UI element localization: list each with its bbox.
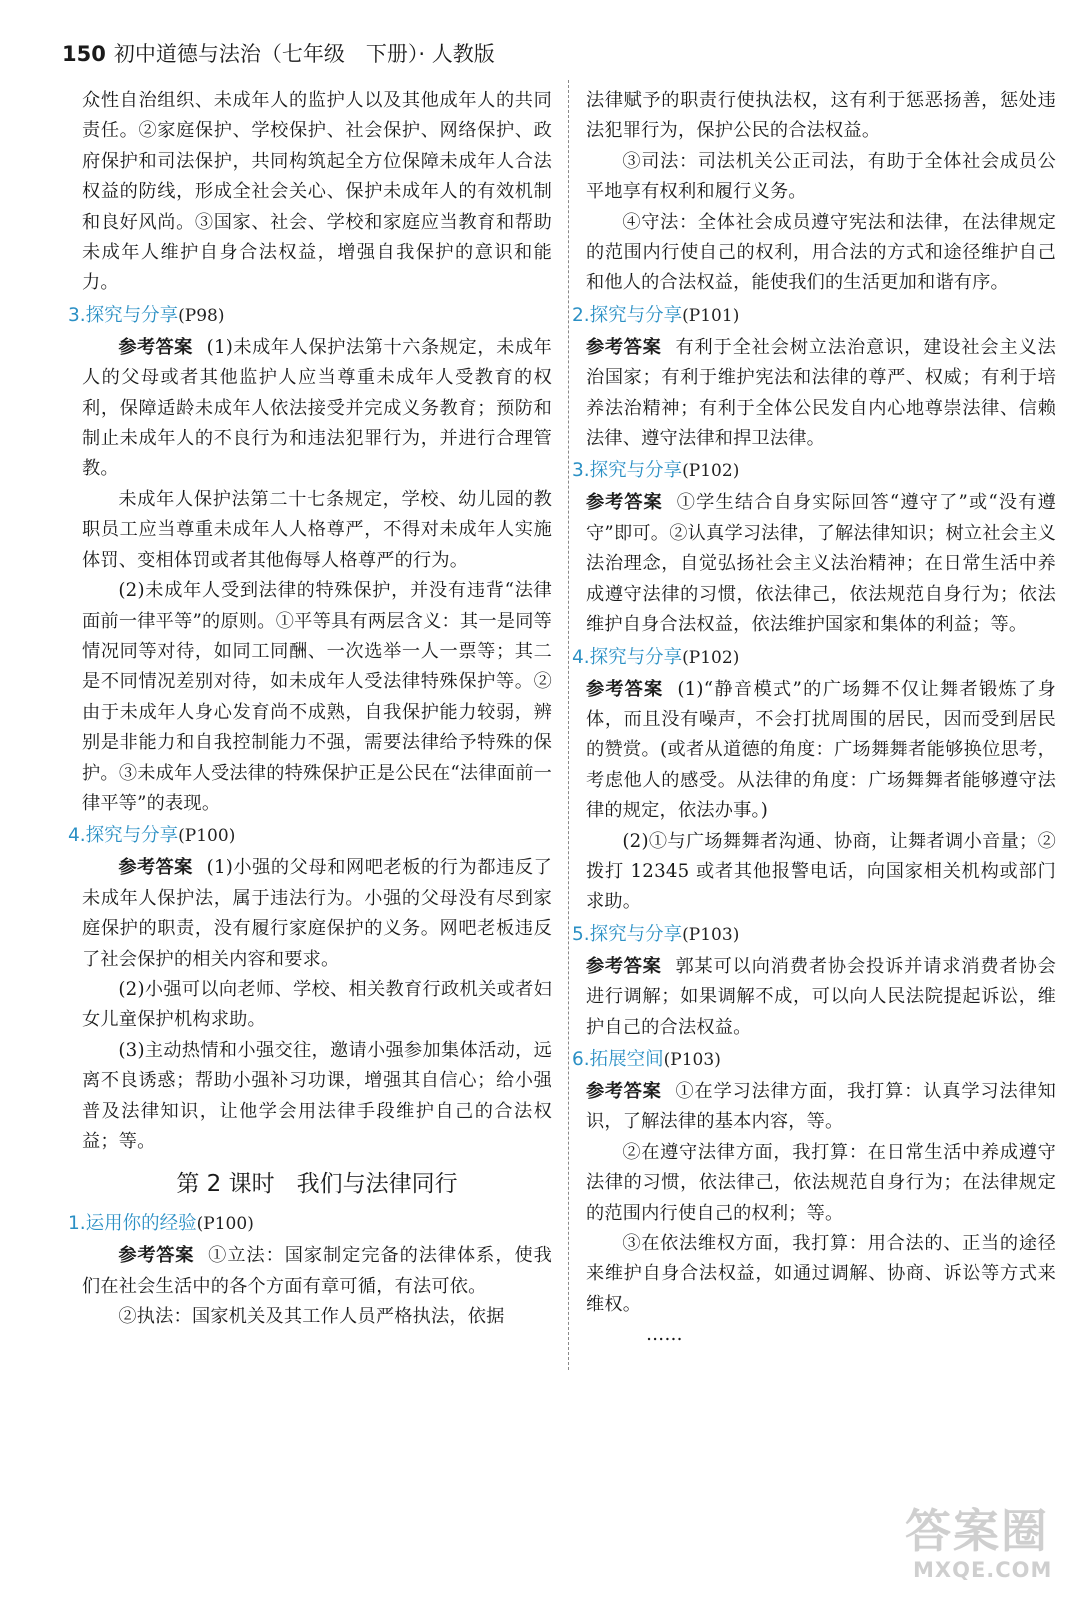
answer-text: ①在学习法律方面，我打算：认真学习法律知识，了解法律的基本内容，等。 — [586, 1080, 1056, 1133]
section-heading-3 — [572, 456, 1056, 486]
page-ref: (P100) — [196, 1214, 254, 1235]
answer-paragraph — [82, 1241, 552, 1302]
section-number: 5. — [572, 923, 590, 945]
page-ref: (P98) — [178, 305, 225, 326]
answer-label: 参考答案 — [586, 1080, 662, 1102]
section-title: 探究与分享 — [589, 646, 683, 668]
answer-paragraph: ④守法：全体社会成员遵守宪法和法律，在法律规定的范围内行使自己的权利，用合法的方式和途径维护自己和他人的合法权益，能使我们的生活更加和谐有序。 — [586, 211, 1056, 294]
page-ref: (P102) — [682, 461, 740, 482]
answer-paragraph: (2)未成年人受到法律的特殊保护，并没有违背“法律面前一律平等”的原则。①平等具有两层含义：其一是同等情况同等对待，如同工同酬、一次选举一人一票等；其二是不同情况差别对待，如未成年人受法律特殊保护等。②由于未成年人身心发育尚不成熟，自我保护能力较弱，辨别是非能力和自我控制能力不强，需要法律给予特殊的保护。③未成年人受法律的特殊保护正是公民在“法律面前一律平等”的表现。 — [82, 580, 552, 814]
answer-paragraph: ②执法：国家机关及其工作人员严格执法，依据 — [118, 1306, 505, 1328]
page-ref: (P101) — [682, 305, 740, 326]
page-ref: (P102) — [682, 647, 740, 668]
watermark-logo — [905, 1504, 1073, 1586]
answer-label: 参考答案 — [118, 857, 193, 879]
page-number: 150 — [62, 42, 106, 66]
section-heading-5 — [572, 920, 1056, 950]
answer-text: (1)小强的父母和网吧老板的行为都违反了未成年人保护法，属于违法行为。小强的父母没有尽到家庭保护的职责，没有履行家庭保护的义务。网吧老板违反了社会保护的相关内容和要求。 — [82, 857, 552, 970]
section-title: 拓展空间 — [589, 1048, 664, 1070]
continued-paragraph: 众性自治组织、未成年人的监护人以及其他成年人的共同责任。②家庭保护、学校保护、社会保护、网络保护、政府保护和司法保护，共同构筑起全方位保障未成年人合法权益的防线，形成全社会关心、保护未成年人的有效机制和良好风尚。③国家、社会、学校和家庭应当教育和帮助未成年人维护自身合法权益，增强自我保护的意识和能力。 — [82, 90, 552, 294]
answer-paragraph — [586, 1077, 1056, 1138]
answer-paragraph — [82, 853, 552, 975]
section-title: 运用你的经验 — [85, 1213, 197, 1235]
answer-paragraph — [586, 488, 1056, 640]
lesson-heading — [82, 1167, 552, 1201]
answer-paragraph — [586, 333, 1056, 455]
section-number: 6. — [572, 1048, 590, 1070]
left-column — [68, 86, 552, 1333]
answer-label: 参考答案 — [118, 336, 193, 358]
answer-paragraph: 未成年人保护法第二十七条规定，学校、幼儿园的教职员工应当尊重未成年人人格尊严，不得对未成年人实施体罚、变相体罚或者其他侮辱人格尊严的行为。 — [82, 488, 552, 571]
answer-text: 郭某可以向消费者协会投诉并请求消费者协会进行调解；如果调解不成，可以向人民法院提起诉讼，维护自己的合法权益。 — [586, 955, 1056, 1038]
section-title: 探究与分享 — [589, 460, 683, 482]
section-title: 探究与分享 — [85, 825, 179, 847]
answer-label: 参考答案 — [118, 1245, 195, 1267]
answer-paragraph: (3)主动热情和小强交往，邀请小强参加集体活动，远离不良诱惑；帮助小强补习功课，增强其自信心；给小强普及法律知识，让他学会用法律手段维护自己的合法权益；等。 — [82, 1039, 552, 1152]
answer-paragraph: (2)小强可以向老师、学校、相关教育行政机关或者妇女儿童保护机构求助。 — [82, 978, 552, 1031]
answer-text: 有利于全社会树立法治意识，建设社会主义法治国家；有利于维护宪法和法律的尊严、权威；有利于培养法治精神；有利于全体公民发自内心地尊崇法律、信赖法律、遵守法律和捍卫法律。 — [586, 336, 1056, 450]
column-divider — [568, 80, 569, 1370]
answer-text: ①立法：国家制定完备的法律体系，使我们在社会生活中的各个方面有章可循，有法可依。 — [82, 1245, 552, 1297]
section-title: 探究与分享 — [589, 923, 683, 945]
lesson-label: 第 2 课时 — [176, 1171, 275, 1198]
page-ref: (P100) — [178, 826, 236, 847]
section-heading-2 — [572, 301, 1056, 331]
answer-text: (1)“静音模式”的广场舞不仅让舞者锻炼了身体，而且没有噪声，不会打扰周围的居民，因而受到居民的赞赏。(或者从道德的角度：广场舞舞者能够换位思考，考虑他人的感受。从法律的角度：广场舞舞者能够遵守法律的规定，依法办事。) — [586, 678, 1056, 822]
answer-text: ①学生结合自身实际回答“遵守了”或“没有遵守”即可。②认真学习法律，了解法律知识；树立社会主义法治理念，自觉弘扬社会主义法治精神；在日常生活中养成遵守法律的习惯，依法律己，依法规范自身行为；依法维护自身合法权益，依法维护国家和集体的利益；等。 — [586, 492, 1056, 636]
answer-paragraph — [82, 333, 552, 485]
answer-label: 参考答案 — [586, 492, 663, 514]
answer-label: 参考答案 — [586, 678, 664, 700]
lesson-title: 我们与法律同行 — [296, 1171, 458, 1198]
answer-text: (1)未成年人保护法第十六条规定，未成年人的父母或者其他监护人应当尊重未成年人受教育的权利，保障适龄未成年人依法接受并完成义务教育；预防和制止未成年人的不良行为和违法犯罪行为，并进行合理管教。 — [82, 336, 552, 480]
answer-paragraph: ③在依法维权方面，我打算：用合法的、正当的途径来维护自身合法权益，如通过调解、协商、诉讼等方式来维权。 — [586, 1233, 1056, 1315]
ellipsis: …… — [646, 1324, 683, 1346]
section-heading-3 — [68, 301, 552, 331]
answer-paragraph: ③司法：司法机关公正司法，有助于全体社会成员公平地享有权利和履行义务。 — [586, 150, 1056, 203]
section-heading-6 — [572, 1045, 1056, 1075]
section-number: 4. — [572, 646, 590, 668]
answer-paragraph: ②在遵守法律方面，我打算：在日常生活中养成遵守法律的习惯，依法律己，依法规范自身行为；在法律规定的范围内行使自己的权利；等。 — [586, 1141, 1056, 1224]
section-number: 2. — [572, 304, 590, 326]
page-header — [62, 38, 495, 68]
section-title: 探究与分享 — [85, 304, 179, 326]
section-heading-4 — [572, 643, 1056, 673]
book-title: 初中道德与法治（七年级 下册）· 人教版 — [113, 42, 495, 66]
section-number: 3. — [572, 460, 590, 482]
section-number: 4. — [68, 825, 86, 847]
page-ref: (P103) — [663, 1049, 721, 1070]
answer-paragraph — [586, 952, 1056, 1043]
watermark-text: 答案圈 — [905, 1504, 1049, 1558]
answer-paragraph: (2)①与广场舞舞者沟通、协商，让舞者调小音量；②拨打 12345 或者其他报警电话，向国家相关机构或部门求助。 — [586, 830, 1056, 913]
section-heading-4 — [68, 821, 552, 851]
watermark-url: MXQE.COM — [913, 1558, 1053, 1582]
answer-label: 参考答案 — [586, 955, 662, 977]
right-column — [572, 86, 1056, 1351]
answer-label: 参考答案 — [586, 336, 662, 358]
section-number: 1. — [68, 1213, 86, 1235]
section-number: 3. — [68, 304, 86, 326]
section-heading-1 — [68, 1209, 552, 1239]
page-ref: (P103) — [682, 924, 740, 945]
continued-paragraph: 法律赋予的职责行使执法权，这有利于惩恶扬善，惩处违法犯罪行为，保护公民的合法权益。 — [586, 90, 1056, 142]
section-title: 探究与分享 — [589, 304, 683, 326]
answer-paragraph — [586, 675, 1056, 827]
